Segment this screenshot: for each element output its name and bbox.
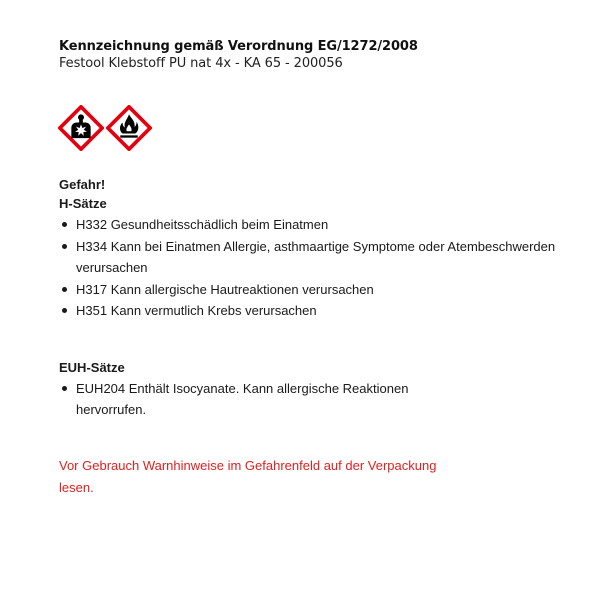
warning-notice: Vor Gebrauch Warnhinweise im Gefahrenfeld auf der Verpackung lesen.: [59, 457, 437, 495]
list-item: H334 Kann bei Einatmen Allergie, asthmaartige Symptome oder Atembeschwerden verursachen: [59, 236, 559, 279]
euh-statements-title: EUH-Sätze: [59, 359, 125, 375]
list-item: EUH204 Enthält Isocyanate. Kann allergische Reaktionen hervorrufen.: [59, 378, 436, 421]
signal-word: Gefahr!: [59, 177, 106, 192]
hazard-content: [59, 176, 559, 499]
product-name: Festool Klebstoff PU nat 4x - KA 65 - 200056: [59, 56, 343, 71]
label-header: [59, 38, 559, 72]
ghs-pictograms: [58, 105, 152, 153]
h-statements-title: H-Sätze: [59, 196, 107, 211]
h-statements-list: [59, 214, 559, 322]
list-item: H317 Kann allergische Hautreaktionen verursachen: [59, 279, 559, 301]
flammable-icon: [106, 105, 152, 151]
euh-statements: [59, 358, 559, 421]
list-item: H332 Gesundheitsschädlich beim Einatmen: [59, 214, 559, 236]
label-title: Kennzeichnung gemäß Verordnung EG/1272/2008: [59, 39, 418, 54]
list-item: H351 Kann vermutlich Krebs verursachen: [59, 300, 559, 322]
health-hazard-icon: [58, 105, 104, 151]
euh-statements-list: [59, 378, 559, 421]
